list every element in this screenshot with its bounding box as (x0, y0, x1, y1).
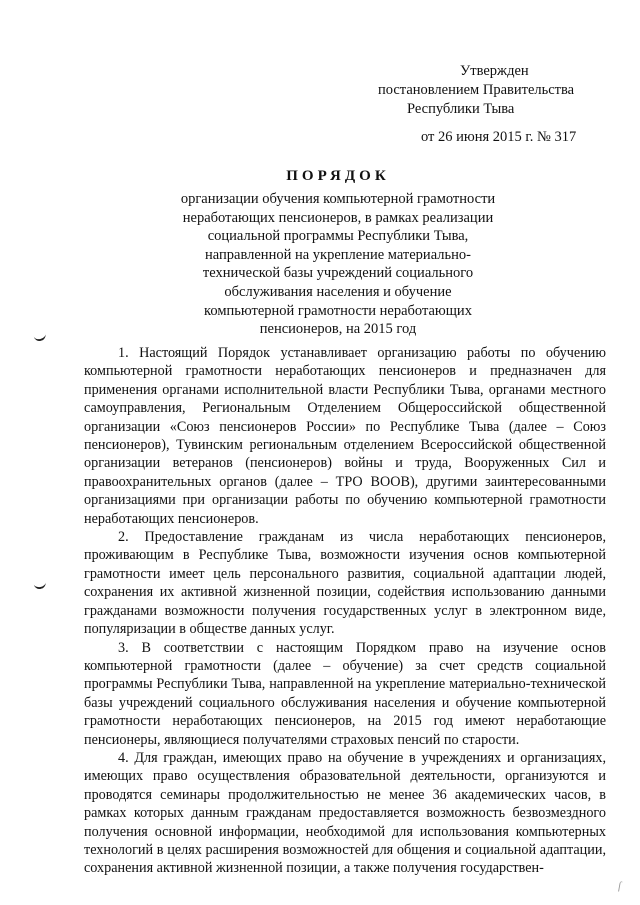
subtitle-line: организации обучения компьютерной грамотности (180, 191, 496, 207)
document-body (84, 344, 606, 878)
approval-line-republic: Республики Тыва (407, 101, 515, 117)
subtitle-line: неработающих пенсионеров, в рамках реализации (182, 209, 494, 226)
subtitle-line: пенсионеров, на 2015 год (259, 321, 417, 338)
subtitle-line: технической базы учреждений социального (202, 265, 474, 282)
subtitle-line: обслуживания населения и обучение (224, 283, 452, 300)
corner-scan-mark: ſ (618, 880, 622, 892)
approval-block (378, 62, 618, 147)
approval-line-approved: Утвержден (460, 63, 529, 79)
subtitle-line: направленной на укрепление материально- (205, 246, 471, 263)
paragraph-4: 4. Для граждан, имеющих право на обучение в учреждениях и организациях, имеющих право осуществления образовательной деятельности, организуются и проводятся семинары продолжительностью не менее 36 академических часов, в рамках которых данным гражданам предоставляется возможность безвозмездного получения основной информации, необходимой для использования компьютерных технологий в целях расширения возможностей для общения и социальной адаптации, сохранения активной жизненной позиции, а также получения государствен- (84, 749, 606, 877)
subtitle-line: компьютерной грамотности неработающих (204, 302, 472, 319)
approval-line-resolution: постановлением Правительства (378, 82, 575, 98)
margin-pen-mark (33, 332, 46, 342)
document-subtitle (130, 190, 546, 339)
margin-pen-mark (33, 580, 46, 590)
document-title: ПОРЯДОК (286, 168, 390, 184)
paragraph-1: 1. Настоящий Порядок устанавливает организацию работы по обучению компьютерной грамотности неработающих пенсионеров и предназначен для применения органами исполнительной власти Республики Тыва, органами местного самоуправления, Региональным Отделением Общероссийской общественной организации «Союз пенсионеров России» по Республике Тыва (далее – Союз пенсионеров), Тувинским региональным отделением Всероссийской общественной организации ветеранов (пенсионеров) войны и труда, Вооруженных Сил и правоохранительных органов (далее – ТРО ВООВ), другими заинтересованными организациями при организации работы по обучению компьютерной грамотности неработающих пенсионеров. (84, 345, 606, 527)
subtitle-line: социальной программы Республики Тыва, (207, 228, 469, 245)
approval-line-date: от 26 июня 2015 г. № 317 (421, 129, 577, 145)
paragraph-2: 2. Предоставление гражданам из числа неработающих пенсионеров, проживающим в Республике Тыва, возможности изучения основ компьютерной грамотности имеет цель персонального развития, социальной адаптации людей, сохранения их активной жизненной позиции, содействия использованию данными гражданами возможности получения государственных услуг в электронном виде, популяризации в обществе данных услуг. (84, 529, 606, 638)
paragraph-3: 3. В соответствии с настоящим Порядком право на изучение основ компьютерной грамотности (далее – обучение) за счет средств социальной программы Республики Тыва, направленной на укрепление материально-технической базы учреждений социального обслуживания населения и обучение компьютерной грамотности неработающих пенсионеров, на 2015 год имеют неработающие пенсионеры, являющиеся получателями страховых пенсий по старости. (84, 639, 606, 748)
